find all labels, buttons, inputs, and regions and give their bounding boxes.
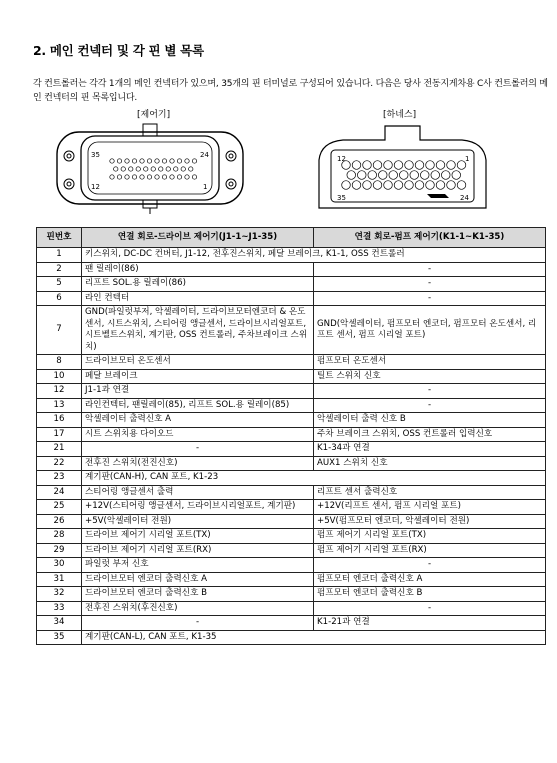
harness-pin [394,181,403,190]
pin-number-cell: 13 [37,398,82,413]
harness-pin [426,181,435,190]
pump-circuit-cell: - [314,398,546,413]
pump-circuit-cell: AUX1 스위치 신호 [314,456,546,471]
harness-pin [431,171,440,180]
drive-circuit-cell: - [82,442,314,457]
harness-pin [447,181,456,190]
table-row [37,558,546,573]
table-row [37,500,546,515]
pump-circuit-cell: 펌프 제어기 시리얼 포트(TX) [314,529,546,544]
controller-pin-label-tr: 24 [200,151,209,159]
table-row [37,248,546,263]
harness-pin [426,161,435,170]
pump-circuit-cell: +12V(리프트 센서, 펌프 시리얼 포트) [314,500,546,515]
drive-circuit-cell: 라인컨텍터, 팬릴레이(85), 리프트 SOL.용 릴레이(85) [82,398,314,413]
pump-circuit-cell: 펌프 제어기 시리얼 포트(RX) [314,543,546,558]
pump-circuit-cell: K1-21과 연결 [314,616,546,631]
controller-pin [121,167,125,171]
controller-pin [166,167,170,171]
harness-connector-diagram [315,120,490,216]
drive-circuit-cell: - [82,616,314,631]
drive-circuit-cell: 페달 브레이크 [82,369,314,384]
controller-pin [177,159,181,163]
pump-circuit-cell: - [314,291,546,306]
drive-circuit-cell: 전후진 스위치(후진신호) [82,601,314,616]
controller-pin [136,167,140,171]
harness-logo-mark [427,194,449,198]
controller-pin [144,167,148,171]
harness-pin [363,181,372,190]
drive-circuit-cell: 라인 컨텍터 [82,291,314,306]
table-row [37,427,546,442]
pump-circuit-cell: - [314,277,546,292]
table-row [37,355,546,370]
pin-number-cell: 1 [37,248,82,263]
harness-pin [368,171,377,180]
drive-circuit-cell: 드라이브모터 엔코더 출력신호 B [82,587,314,602]
drive-circuit-cell: 계기판(CAN-H), CAN 포트, K1-23 [82,471,546,486]
right-connector-label: [하네스] [383,110,417,120]
controller-pin [159,167,163,171]
pin-number-cell: 10 [37,369,82,384]
controller-pin [162,159,166,163]
pin-table-header-row [37,228,546,248]
harness-pin [347,171,356,180]
controller-pin [140,175,144,179]
harness-pin [441,171,450,180]
drive-circuit-cell: 키스위치, DC-DC 컨버터, J1-12, 전후진스위치, 페달 브레이크, K1-1, OSS 컨트롤러 [82,248,546,263]
table-row [37,587,546,602]
pin-number-cell: 28 [37,529,82,544]
pump-circuit-cell: 틸트 스위치 신호 [314,369,546,384]
controller-pin [117,159,121,163]
drive-circuit-cell: 악셀레이터 출력신호 A [82,413,314,428]
table-row [37,413,546,428]
pin-number-cell: 22 [37,456,82,471]
controller-pin [147,159,151,163]
harness-pin-label-tl: 12 [337,155,346,163]
controller-pin [162,175,166,179]
table-row [37,456,546,471]
controller-pin [189,167,193,171]
table-row [37,616,546,631]
pin-number-cell: 30 [37,558,82,573]
pin-number-cell: 32 [37,587,82,602]
controller-pin [132,159,136,163]
drive-circuit-cell: GND(파일럿부저, 악셀레이터, 드라이브모터엔코더 & 온도센서, 시트스위치, 스티어링 앵글센서, 드라이브시리얼포트, 시트벨트스위치, 계기판, OSS 컨트롤러, 주차브레이크 스위치) [82,306,314,355]
pin-number-cell: 25 [37,500,82,515]
harness-pin [352,161,361,170]
controller-pin [170,175,174,179]
pump-circuit-cell: - [314,558,546,573]
controller-pin [185,159,189,163]
drive-circuit-cell: 드라이브모터 엔코더 출력신호 A [82,572,314,587]
pin-number-cell: 33 [37,601,82,616]
pump-circuit-cell: - [314,262,546,277]
controller-pin-label-bl: 12 [91,183,100,191]
harness-pin [357,171,366,180]
pump-circuit-cell: 악셀레이터 출력 신호 B [314,413,546,428]
pin-number-cell: 5 [37,277,82,292]
controller-pin [192,175,196,179]
controller-pin-label-tl: 35 [91,151,100,159]
controller-pin [140,159,144,163]
harness-pin-grid [342,161,466,190]
pump-circuit-cell: K1-34과 연결 [314,442,546,457]
pump-circuit-cell: - [314,601,546,616]
harness-pin [405,161,414,170]
harness-pin-label-br: 24 [460,194,469,202]
drive-circuit-cell: 팬 릴레이(86) [82,262,314,277]
table-row [37,543,546,558]
pin-number-cell: 26 [37,514,82,529]
controller-pin-label-br: 1 [203,183,208,191]
harness-pin [342,181,351,190]
controller-pin [177,175,181,179]
table-row [37,384,546,399]
controller-pin [192,159,196,163]
harness-pin [436,181,445,190]
drive-circuit-cell: 드라이브 제어기 시리얼 포트(RX) [82,543,314,558]
intro-paragraph: 각 컨트롤러는 각각 1개의 메인 컨넥터가 있으며, 35개의 핀 터미널로 구성되어 있습니다. 다음은 당사 전동지게차용 C사 컨트롤러의 메인 컨넥터의 핀 목록입니다. [33,79,548,103]
drive-circuit-cell: 드라이브모터 온도센서 [82,355,314,370]
table-row [37,485,546,500]
harness-pin [363,161,372,170]
controller-pin [181,167,185,171]
section-title: 2. 메인 컨넥터 및 각 핀 별 목록 [33,43,204,58]
harness-pin-label-tr: 1 [465,155,470,163]
harness-pin [410,171,419,180]
harness-pin [373,181,382,190]
pump-circuit-cell: 주차 브레이크 스위치, OSS 컨트롤러 입력신호 [314,427,546,442]
controller-pin [125,175,129,179]
pin-number-cell: 8 [37,355,82,370]
table-row [37,601,546,616]
pin-table [36,227,546,645]
table-row [37,572,546,587]
pin-number-cell: 24 [37,485,82,500]
harness-pin [352,181,361,190]
controller-pin [114,167,118,171]
header-pin-number: 핀번호 [37,228,82,248]
harness-pin [378,171,387,180]
harness-pin [373,161,382,170]
table-row [37,306,546,355]
controller-pin [117,175,121,179]
controller-pin [132,175,136,179]
drive-circuit-cell: +12V(스티어링 앵글센서, 드라이브시리얼포트, 계기판) [82,500,314,515]
harness-pin [384,161,393,170]
controller-connector-diagram [55,120,245,216]
harness-pin [399,171,408,180]
pin-number-cell: 34 [37,616,82,631]
harness-pin [452,171,461,180]
harness-pin [420,171,429,180]
controller-pin [174,167,178,171]
table-row [37,471,546,486]
pin-number-cell: 35 [37,630,82,645]
drive-circuit-cell: 파일럿 부저 신호 [82,558,314,573]
table-row [37,369,546,384]
drive-circuit-cell: 드라이브 제어기 시리얼 포트(TX) [82,529,314,544]
harness-pin [384,181,393,190]
header-drive-controller: 연결 회로-드라이브 제어기(J1-1~J1-35) [82,228,314,248]
pump-circuit-cell: 펌프모터 온도센서 [314,355,546,370]
controller-pin [151,167,155,171]
pump-circuit-cell: 펌프모터 엔코더 출력신호 B [314,587,546,602]
pin-number-cell: 6 [37,291,82,306]
drive-circuit-cell: 전후진 스위치(전진신호) [82,456,314,471]
controller-pin [170,159,174,163]
pump-circuit-cell: +5V(펌프모터 엔코더, 악셀레이터 전원) [314,514,546,529]
table-row [37,277,546,292]
harness-pin [389,171,398,180]
pin-number-cell: 31 [37,572,82,587]
controller-pin-grid [110,159,197,179]
controller-pin [147,175,151,179]
pin-number-cell: 21 [37,442,82,457]
controller-pin [110,159,114,163]
controller-pin [185,175,189,179]
table-row [37,291,546,306]
pin-number-cell: 12 [37,384,82,399]
harness-pin [457,181,466,190]
drive-circuit-cell: J1-1과 연결 [82,384,314,399]
table-row [37,529,546,544]
pump-circuit-cell: 펌프모터 엔코더 출력신호 A [314,572,546,587]
table-row [37,262,546,277]
left-connector-label: [제어기] [137,110,171,120]
controller-pin [129,167,133,171]
harness-pin [415,161,424,170]
harness-pin [394,161,403,170]
harness-pin [447,161,456,170]
controller-pin [110,175,114,179]
table-row [37,630,546,645]
table-row [37,514,546,529]
pump-circuit-cell: - [314,384,546,399]
pin-number-cell: 29 [37,543,82,558]
pump-circuit-cell: 리프트 센서 출력신호 [314,485,546,500]
pin-number-cell: 2 [37,262,82,277]
controller-pin [155,159,159,163]
pin-number-cell: 23 [37,471,82,486]
pump-circuit-cell: GND(악셀레이터, 펌프모터 엔코더, 펌프모터 온도센서, 리프트 센서, 펌프 시리얼 포트) [314,306,546,355]
controller-pin [155,175,159,179]
controller-pin [125,159,129,163]
harness-pin [436,161,445,170]
drive-circuit-cell: 시트 스위치용 다이오드 [82,427,314,442]
pin-number-cell: 16 [37,413,82,428]
harness-pin [415,181,424,190]
harness-pin-label-bl: 35 [337,194,346,202]
header-pump-controller: 연결 회로-펌프 제어기(K1-1~K1-35) [314,228,546,248]
drive-circuit-cell: 리프트 SOL.용 릴레이(86) [82,277,314,292]
table-row [37,398,546,413]
drive-circuit-cell: 계기판(CAN-L), CAN 포트, K1-35 [82,630,546,645]
drive-circuit-cell: +5V(악셀레이터 전원) [82,514,314,529]
table-row [37,442,546,457]
pin-number-cell: 17 [37,427,82,442]
pin-number-cell: 7 [37,306,82,355]
harness-pin [405,181,414,190]
drive-circuit-cell: 스티어링 앵글센서 출력 [82,485,314,500]
